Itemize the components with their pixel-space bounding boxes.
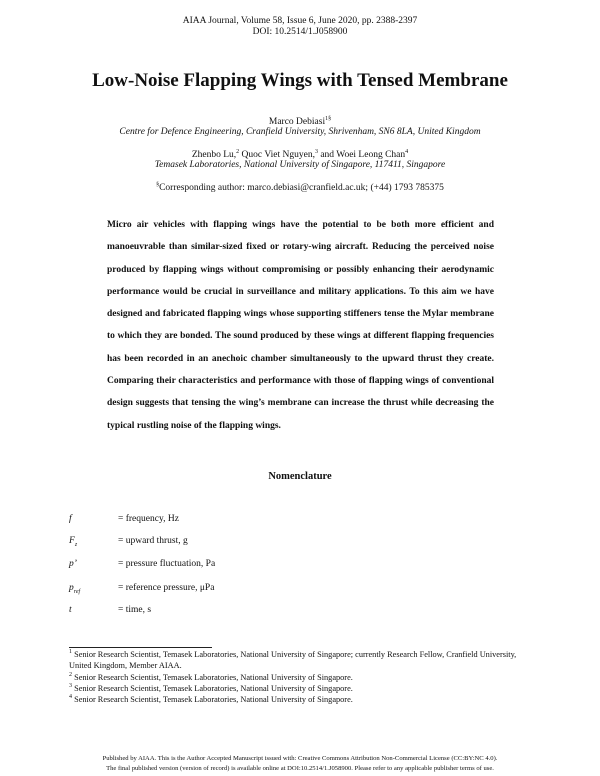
first-author-block (0, 117, 600, 137)
first-author (0, 117, 600, 127)
coauthor-2-mark: 3 (314, 148, 318, 155)
coauthor-1: Zhenbo Lu, (191, 150, 237, 160)
footnote (69, 684, 531, 695)
license-line: Published by AIAA. This is the Author Accepted Manuscript issued with: Creative Commons Attribution Non-Commercial License (CC:BY:NC 4.0). (102, 755, 498, 762)
footnote (69, 673, 531, 684)
coauthor-1-mark: 2 (236, 148, 240, 155)
first-author-name: Marco Debiasi (268, 117, 326, 127)
version-of-record-line: The final published version (version of record) is available online at DOI:10.2514/1.J058900. Please refer to any applicable publisher terms of use. (106, 764, 494, 772)
footnote-text: Senior Research Scientist, Temasek Laboratories, National University of Singapore; currently Research Fellow, Cranfield University, United Kingdom, Member AIAA. (69, 650, 517, 670)
footnote-mark: 3 (69, 683, 72, 690)
nomenclature-symbol: t (69, 605, 72, 615)
publisher-note (0, 754, 600, 773)
coauthor-2: Quoc Viet Nguyen, (239, 150, 315, 160)
footnote-mark: 2 (69, 672, 72, 679)
footnote-mark: 1 (69, 649, 72, 656)
first-affiliation: Centre for Defence Engineering, Cranfield University, Shrivenham, SN6 8LA, United Kingdom (119, 127, 481, 137)
nomenclature-definition: = upward thrust, g (118, 536, 188, 546)
coauthor-names (0, 150, 600, 160)
nomenclature-definition: = frequency, Hz (118, 514, 179, 524)
footnote-text: Senior Research Scientist, Temasek Laboratories, National University of Singapore. (72, 673, 353, 682)
first-author-marks: 1§ (325, 115, 332, 122)
nomenclature-symbol: $p_{ref}$ (69, 583, 81, 595)
doi-line: DOI: 10.2514/1.J058900 (252, 27, 348, 37)
footnote-divider (69, 647, 212, 648)
nomenclature-symbol: f (69, 514, 72, 524)
footnote-text: Senior Research Scientist, Temasek Laboratories, National University of Singapore. (72, 695, 353, 704)
coauthor-3: and Woei Leong Chan (317, 150, 406, 160)
coauthor-3-mark: 4 (405, 148, 409, 155)
corresponding-author (0, 183, 600, 193)
nomenclature-heading: Nomenclature (268, 471, 332, 482)
journal-citation: AIAA Journal, Volume 58, Issue 6, June 2020, pp. 2388-2397 (182, 16, 418, 26)
nomenclature-definition: = time, s (118, 605, 152, 615)
coauthor-block (0, 150, 600, 170)
second-affiliation: Temasek Laboratories, National University of Singapore, 117411, Singapore (154, 160, 446, 170)
footnote (69, 695, 531, 706)
footnote-mark: 4 (69, 694, 72, 701)
nomenclature-definition: = reference pressure, μPa (118, 583, 215, 593)
journal-header (0, 16, 600, 38)
nomenclature-symbol: p’ (69, 559, 77, 569)
nomenclature-symbol: $F_z$ (69, 536, 78, 548)
corresponding-mark: § (156, 181, 160, 188)
footnote (69, 650, 531, 671)
abstract: Micro air vehicles with flapping wings have the potential to be both more efficient and manoeuvrable than similar-sized fixed or rotary-wing aircraft. Reducing the perceived noise produced by flapping wings without compromising or possibly enhancing their aerodynamic performance would be crucial in surveillance and military applications. To this aim we have designed and fabricated flapping wings whose supporting stiffeners tense the Mylar membrane to which they are bonded. The sound produced by these wings at different flapping frequencies has been recorded in an anechoic chamber simultaneously to the upward thrust they create. Comparing their characteristics and performance with those of flapping wings of conventional design suggests that tensing the wing’s membrane can increase the thrust while decreasing the typical rustling noise of the flapping wings. (107, 220, 494, 431)
corresponding-text: Corresponding author: marco.debiasi@cranfield.ac.uk; (+44) 1793 785375 (159, 183, 444, 193)
footnote-text: Senior Research Scientist, Temasek Laboratories, National University of Singapore. (72, 684, 353, 693)
paper-title: Low-Noise Flapping Wings with Tensed Membrane (92, 70, 508, 91)
nomenclature-definition: = pressure fluctuation, Pa (118, 559, 216, 569)
